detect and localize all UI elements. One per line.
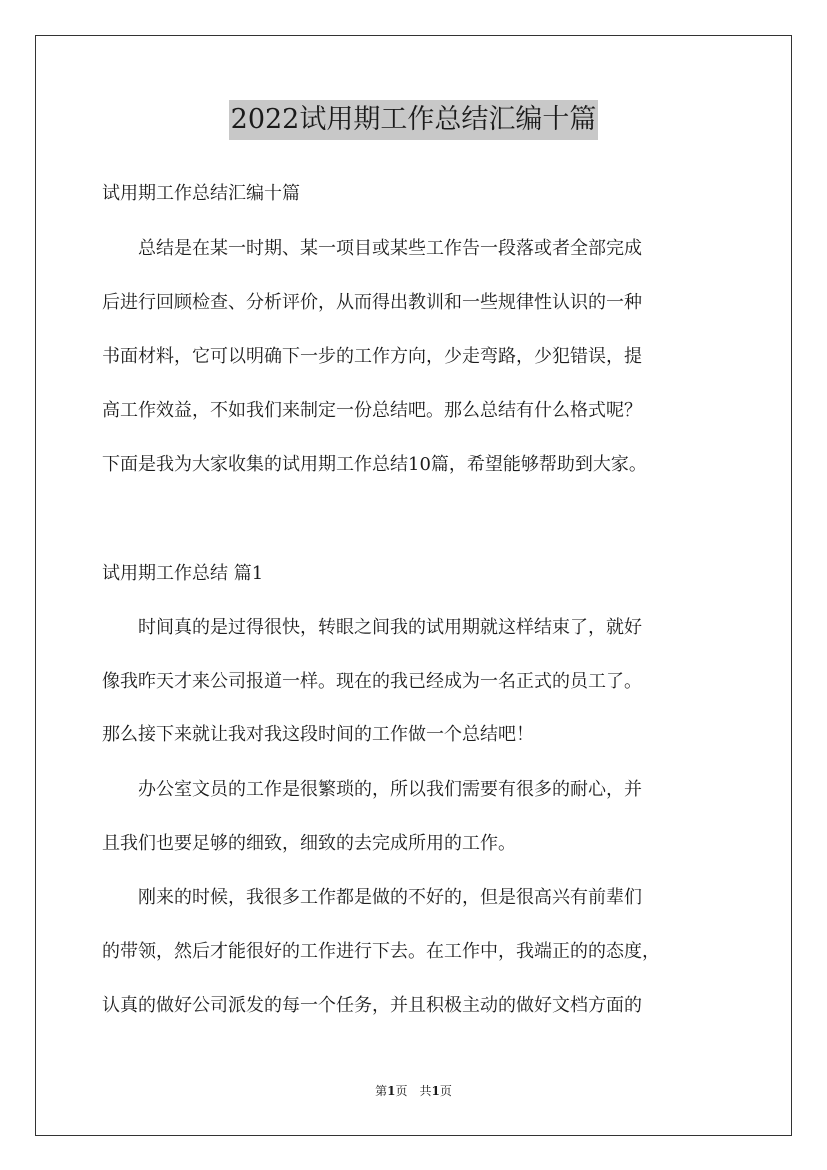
title-container (0, 100, 827, 140)
text-line: 刚来的时候，我很多工作都是做的不好的，但是很高兴有前辈们 (102, 887, 642, 908)
text-line: 书面材料，它可以明确下一步的工作方向，少走弯路，少犯错误，提 (102, 346, 642, 367)
text-line: 的带领，然后才能很好的工作进行下去。在工作中，我端正的的态度， (102, 941, 660, 962)
footer-page-mid: 页 共 (395, 1084, 432, 1098)
page-footer (0, 1083, 827, 1099)
text-line: 那么接下来就让我对我这段时间的工作做一个总结吧！ (102, 724, 534, 745)
section-heading: 试用期工作总结 篇1 (102, 563, 264, 584)
text-line: 下面是我为大家收集的试用期工作总结10篇，希望能够帮助到大家。 (102, 454, 647, 475)
text-line: 且我们也要足够的细致，细致的去完成所用的工作。 (102, 833, 516, 854)
text-line: 高工作效益，不如我们来制定一份总结吧。那么总结有什么格式呢？ (102, 400, 642, 421)
footer-page-number: 1 (387, 1084, 396, 1098)
document-title: 2022试用期工作总结汇编十篇 (229, 100, 599, 140)
footer-page-prefix: 第 (375, 1084, 388, 1098)
text-line: 总结是在某一时期、某一项目或某些工作告一段落或者全部完成 (102, 238, 642, 259)
footer-page-suffix: 页 (439, 1084, 452, 1098)
text-line: 像我昨天才来公司报道一样。现在的我已经成为一名正式的员工了。 (102, 671, 642, 692)
text-line: 办公室文员的工作是很繁琐的，所以我们需要有很多的耐心，并 (102, 779, 642, 800)
subtitle-line: 试用期工作总结汇编十篇 (102, 183, 300, 204)
footer-page-total: 1 (431, 1084, 440, 1098)
text-line: 后进行回顾检查、分析评价，从而得出教训和一些规律性认识的一种 (102, 292, 642, 313)
text-line: 时间真的是过得很快，转眼之间我的试用期就这样结束了，就好 (102, 617, 642, 638)
text-line: 认真的做好公司派发的每一个任务，并且积极主动的做好文档方面的 (102, 995, 642, 1016)
